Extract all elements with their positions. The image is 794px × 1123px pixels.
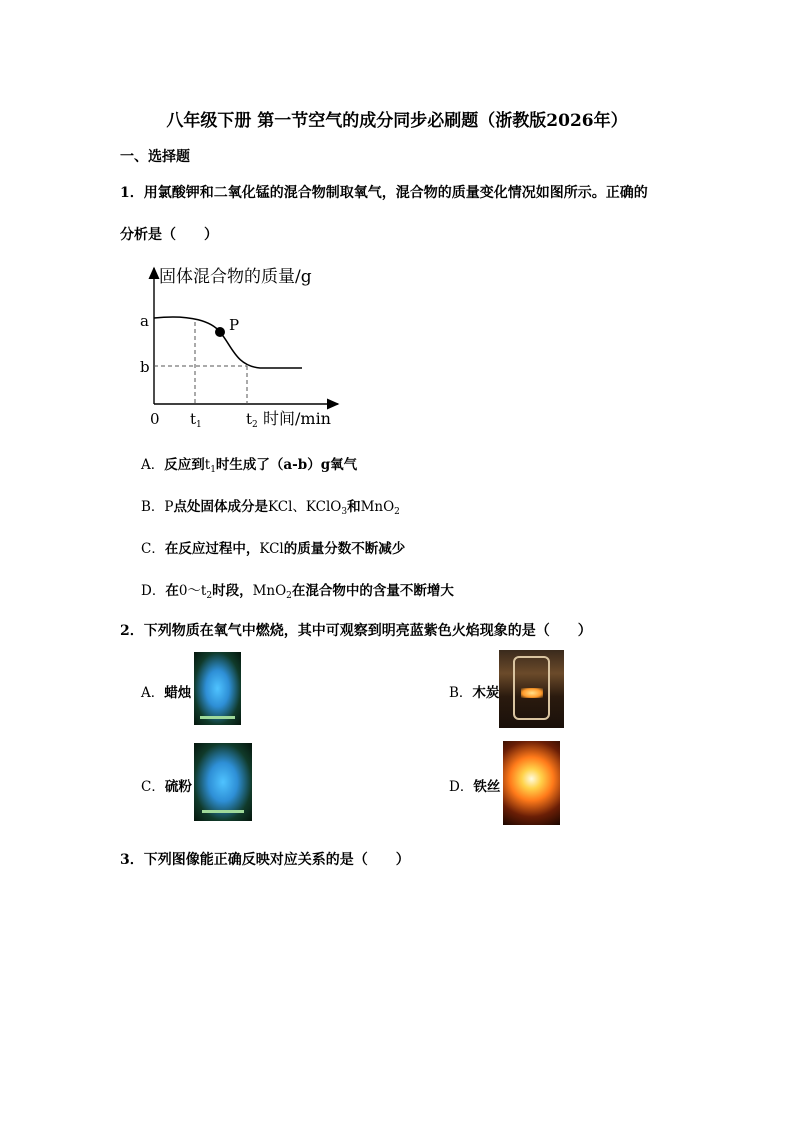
option-text: 的质量分数不断减少: [283, 541, 406, 557]
subscript: 2: [286, 591, 292, 601]
iron-wire-sparks-photo: [503, 741, 560, 825]
option-text: 木炭: [472, 685, 500, 701]
charcoal-burning-photo: [499, 650, 564, 728]
candle-flame-photo: [194, 652, 241, 725]
formula: MnO: [360, 499, 395, 515]
graph-t1-label: $t_1$: [190, 410, 202, 430]
option-text: 铁丝: [473, 779, 501, 795]
option-letter: C．: [141, 779, 165, 795]
option-letter: A．: [141, 685, 165, 701]
option-letter: D．: [449, 779, 474, 795]
graph-point-label: P: [229, 316, 240, 334]
graph-origin-label: 0: [150, 410, 160, 428]
point-p: [215, 327, 225, 337]
subscript: 2: [394, 507, 400, 517]
option-letter: A．: [141, 457, 165, 473]
option-text: 点处固体成分是: [173, 499, 269, 515]
sulfur-flame-photo: [194, 743, 252, 821]
option-text: 蜡烛: [164, 685, 192, 701]
graph-xlabel: 时间/min: [263, 409, 331, 428]
q1-stem-line1: 1．用氯酸钾和二氧化锰的混合物制取氧气，混合物的质量变化情况如图所示。正确的: [120, 185, 648, 201]
option-text: 在混合物中的含量不断增大: [291, 583, 454, 599]
option-text: 氧气: [330, 457, 358, 473]
q1-option-c[interactable]: [141, 537, 405, 557]
option-letter: B．: [141, 499, 165, 515]
q2-stem: 2．下列物质在氧气中燃烧，其中可观察到明亮蓝紫色火焰现象的是（ ）: [120, 623, 592, 639]
formula: 0～t: [178, 583, 207, 599]
option-text: P: [164, 499, 174, 515]
page-title: 八年级下册 第一节空气的成分同步必刷题（浙教版2026年）: [166, 111, 628, 131]
q1-mass-time-graph: [132, 258, 352, 438]
t-symbol: t: [204, 457, 211, 473]
option-text: 反应到: [164, 457, 205, 473]
q1-option-d[interactable]: [141, 579, 454, 601]
option-letter: B．: [449, 685, 473, 701]
graph-t2-label: $t_2$: [246, 410, 258, 430]
option-text: 时生成了（a-b）g: [215, 457, 331, 473]
q2-option-a[interactable]: [141, 681, 191, 701]
q1-option-b[interactable]: [141, 495, 400, 517]
q2-option-c[interactable]: [141, 775, 192, 795]
subscript: 3: [341, 507, 348, 517]
mass-curve: [154, 317, 302, 368]
option-letter: D．: [141, 583, 166, 599]
q2-option-d[interactable]: [449, 775, 500, 795]
graph-a-label: a: [140, 312, 149, 330]
graph-b-label: b: [140, 358, 150, 376]
option-letter: C．: [141, 541, 165, 557]
subscript: 2: [206, 591, 213, 601]
subscript: 1: [210, 465, 216, 475]
q1-stem-line2: 分析是（ ）: [120, 227, 218, 243]
formula: KCl: [259, 541, 284, 557]
q1-option-a[interactable]: [141, 453, 357, 475]
q2-option-b[interactable]: [449, 681, 499, 701]
section-heading: 一、选择题: [120, 149, 190, 165]
formula: MnO: [252, 583, 287, 599]
graph-ylabel: 固体混合物的质量/g: [159, 267, 312, 287]
option-text: 时段，: [212, 583, 253, 599]
formula: KCl、KClO: [268, 499, 342, 515]
option-text: 在: [165, 583, 179, 599]
q3-stem: 3．下列图像能正确反映对应关系的是（ ）: [120, 852, 410, 868]
option-text: 和: [347, 499, 361, 515]
option-text: 硫粉: [164, 779, 192, 795]
option-text: 在反应过程中，: [164, 541, 260, 557]
